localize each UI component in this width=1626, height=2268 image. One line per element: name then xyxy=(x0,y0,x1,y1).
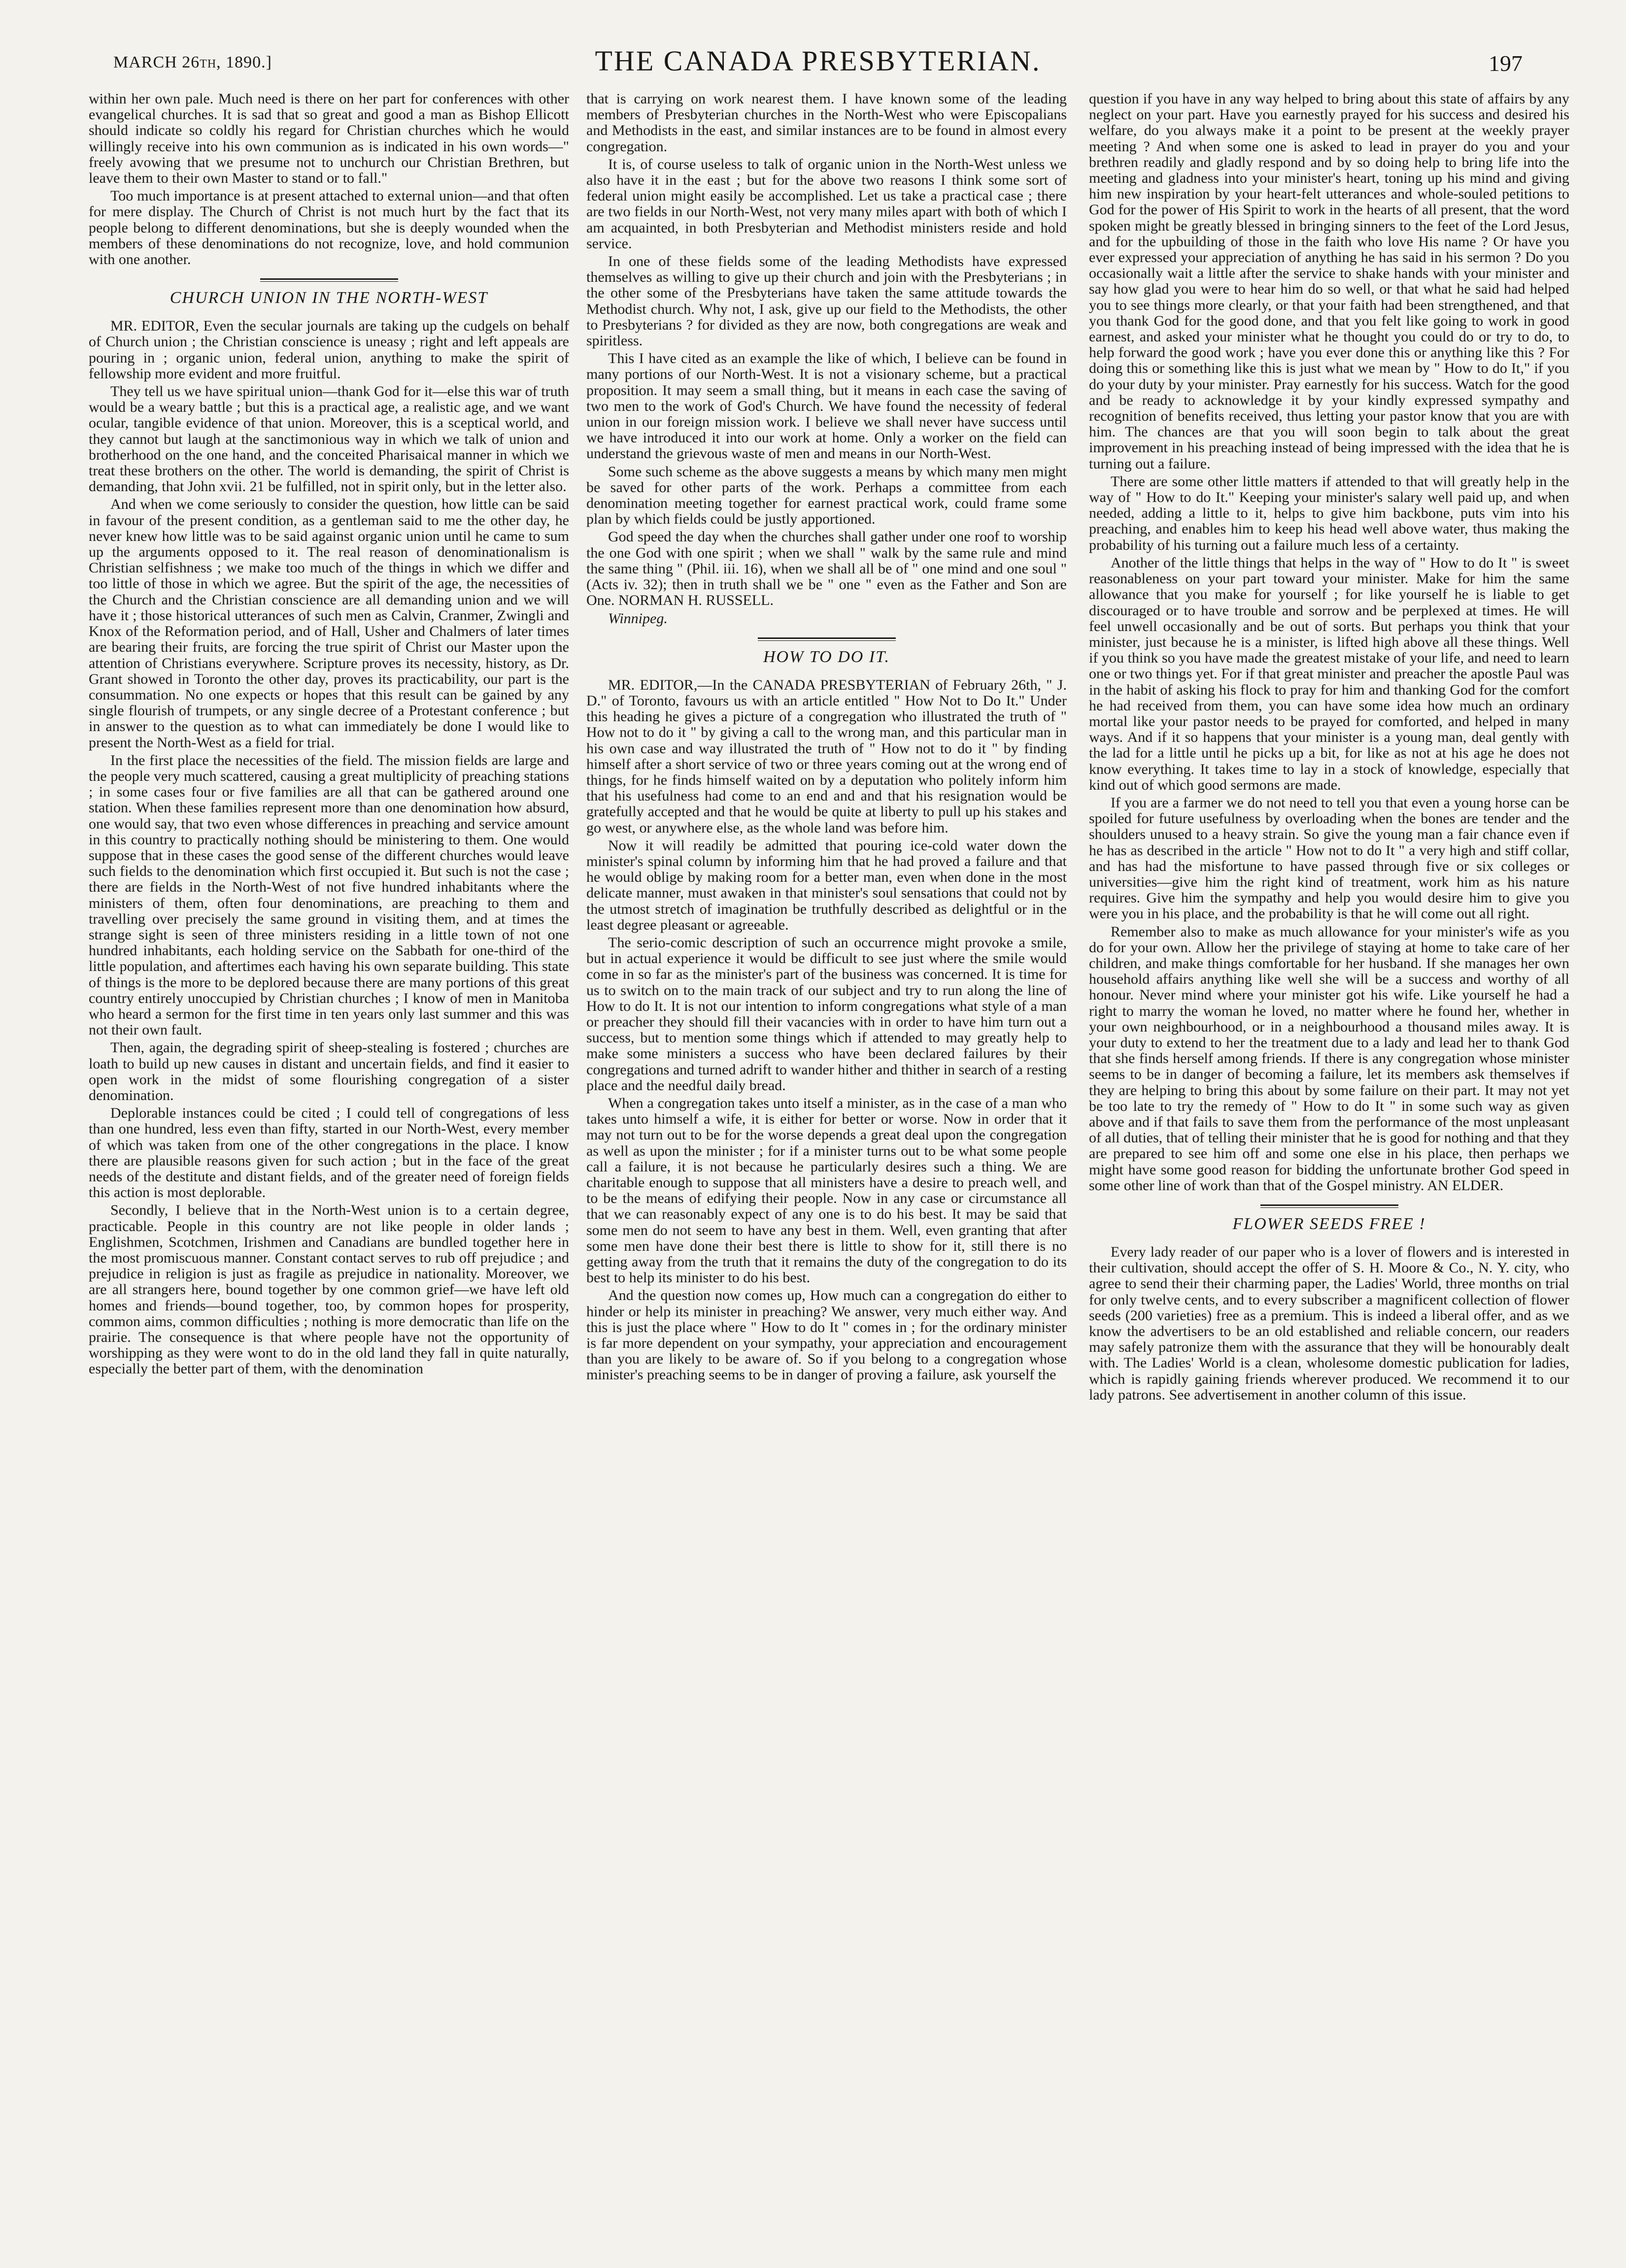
body-paragraph: Remember also to make as much allowance for your minister's wife as you do for your own. Allow her the privilege of staying at home to take care of her children, and make things comfortable for her husband. If she manages her own household affairs anything like well she will be a success and worthy of all honour. Never mind where your minister got his wife. Like yourself he had a right to marry the woman he loved, no matter where he found her, whether in your own neighbourhood, or in a neighbourhood a thousand miles away. It is your duty to extend to her the treatment due to a lady and lead her to thank God that she finds herself among friends. If there is any congregation whose minister seems to be in danger of becoming a failure, let its members ask themselves if they are helping to bring this about by some failure on their part. It may not yet be too late to try the remedy of " How to do It " in some such way as given above and if that fails to save them from the performance of the most unpleasant of all duties, that of telling their minister that he is good for nothing and that they are prepared to see him off and some one else in his place, then perhaps we might have some good reason for bidding the unfortunate brother God speed in some other line of work than that of the Gospel ministry. AN ELDER. xyxy=(1089,923,1569,1194)
section-divider xyxy=(260,278,398,282)
body-paragraph: There are some other little matters if attended to that will greatly help in the way of " How to do It." Keeping your minister's salary well paid up, and when needed, adding a little to it, helps to give him backbone, puts vim into his preaching, and enables him to keep his head well above water, thus making the probability of his turning out a failure much less of a certainty. xyxy=(1089,473,1569,553)
column-1 xyxy=(89,91,569,2239)
body-paragraph: God speed the day when the churches shall gather under one roof to worship the one God with one spirit ; when we shall " walk by the same rule and mind the same thing " (Phil. iii. 16), when we shall all be of " one mind and one soul " (Acts iv. 32); then in truth shall we be " one " even as the Father and Son are One. NORMAN H. RUSSELL. xyxy=(586,529,1067,609)
body-paragraph: If you are a farmer we do not need to tell you that even a young horse can be spoiled for future usefulness by overloading when the bones are tender and the shoulders unused to a heavy strain. So give the young man a fair chance even if he has as described in the article " How not to do It " a very high and stiff collar, and has had the misfortune to have passed through five or six colleges or universities—give him the right kind of treatment, work him as his nature requires. Give him the sympathy and help you would desire him to give you were you in his place, and the probability is that he will come out all right. xyxy=(1089,794,1569,922)
body-paragraph: MR. EDITOR,—In the CANADA PRESBYTERIAN of February 26th, " J. D." of Toronto, favours us with an article entitled " How Not to Do It." Under this heading he gives a picture of a congregation who illustrated the truth of " How not to do it " by giving a call to the wrong man, and this particular man in his own case and way illustrated the truth of " How not to do it " by finding himself after a short service of two or three years coming out at the wrong end of things, for he finds himself waited on by a deputation who politely inform him that his usefulness had come to an end and and that his resignation would be gratefully accepted and that he would be quite at liberty to pull up his stakes and go west, or anywhere else, as the whole land was before him. xyxy=(586,676,1067,836)
issue-date: MARCH 26th, 1890.] xyxy=(113,53,272,71)
body-paragraph: It is, of course useless to talk of organic union in the North-West unless we also have it in the east ; but for the above two reasons I think some sort of federal union might easily be accomplished. Let us take a practical case ; there are two fields in our North-West, not very many miles apart with both of which I am acquainted, in both Presbyterian and Methodist ministers reside and hold service. xyxy=(586,156,1067,252)
article-heading: HOW TO DO IT. xyxy=(763,647,890,666)
body-paragraph: Secondly, I believe that in the North-West union is to a certain degree, practicable. People in this country are not like people in older lands ; Englishmen, Scotchmen, Irishmen and Canadians are bundled together here in the most promiscuous manner. Constant contact serves to rub off prejudice ; and prejudice in religion is just as fragile as prejudice in nationality. Moreover, we are all strangers here, bound together by one common grief—we have left old homes and friends—bound together, too, by common hopes for prosperity, common aims, common difficulties ; nothing is more democratic than life on the prairie. The consequence is that where people have not the opportunity of worshipping as they were wont to do in the old land they fall in quite naturally, especially the better part of them, with the denomination xyxy=(89,1202,569,1377)
section-divider xyxy=(758,637,896,641)
body-paragraph: They tell us we have spiritual union—thank God for it—else this war of truth would be a weary battle ; but this is a practical age, a realistic age, and we want ocular, tangible evidence of that union. Moreover, this is a sceptical world, and they cannot but laugh at the sanctimonious way in which we talk of union and brotherhood on the one hand, and the conceited Pharisaical manner in which we treat these brothers on the other. The world is demanding, the spirit of Christ is demanding, that John xvii. 21 be fulfilled, not in spirit only, but in the letter also. xyxy=(89,383,569,495)
body-paragraph: Too much importance is at present attached to external union—and that often for mere display. The Church of Christ is not much hurt by the fact that its people belong to different denominations, but she is deeply wounded when the members of these denominations do not recognize, love, and hold communion with one another. xyxy=(89,188,569,268)
column-3 xyxy=(1089,91,1569,2239)
dateline: Winnipeg. xyxy=(608,610,668,627)
body-paragraph: Then, again, the degrading spirit of sheep-stealing is fostered ; churches are loath to build up new causes in distant and uncertain fields, and find it easier to open work in the midst of some flourishing congregation of a sister denomination. xyxy=(89,1039,569,1103)
body-paragraph: And when we come seriously to consider the question, how little can be said in favour of the present condition, as a gentleman said to me the other day, he never knew how little was to be said against organic union until he came to sum up the arguments opposed to it. The real reason of denominationalism is Christian selfishness ; we make too much of the things in which we differ and too little of those in which we agree. But the spirit of the age, the necessities of the Church and the Christian conscience are all demanding union and we will have it ; those historical utterances of such men as Calvin, Cranmer, Zwingli and Knox of the Reformation period, and of Hall, Usher and Chalmers of later times are bearing their fruits, are forcing the true spirit of Christ our Master upon the attention of Christians everywhere. Scripture proves its necessity, history, as Dr. Grant showed in Toronto the other day, proves its practicability, our part is the consummation. No one expects or hopes that this result can be gained by any single flourish of trumpets, or any single decree of a Protestant conference ; but in answer to the question as to what can immediately be done I would like to present the North-West as a field for trial. xyxy=(89,496,569,751)
article-heading: CHURCH UNION IN THE NORTH-WEST xyxy=(169,289,488,307)
body-paragraph: Another of the little things that helps in the way of " How to do It " is sweet reasonableness on your part toward your minister. Make for him the same allowance that you make for yourself ; for like yourself he is liable to get discouraged or to have trouble and sorrow and be perplexed at times. He will feel unwell occasionally and be out of sorts. But perhaps you think that your minister, just because he is a minister, is lifted high above all these things. Well if you think so you have made the greatest mistake of your life, and need to learn one or two things yet. For if that great minister and preacher the apostle Paul was in the habit of asking his flock to pray for him and thanking God for the comfort he had received from them, you can have some idea how much an ordinary mortal like your pastor needs to be prayed for comforted, and helped in many ways. And if it so happens that your minister is a young man, deal gently with the lad for a little until he picks up a bit, for like as not at his age he does not know everything. It takes time to lay in a stock of knowledge, especially that kind out of which good sermons are made. xyxy=(1089,554,1569,793)
page-number: 197 xyxy=(1489,51,1523,76)
body-paragraph: And the question now comes up, How much can a congregation do either to hinder or help its minister in preaching? We answer, very much either way. And this is just the place where " How to do It " comes in ; for the ordinary minister is far more dependent on your sympathy, your appreciation and encouragement than you are likely to be aware of. So if you belong to a congregation whose minister's preaching seems to be in danger of proving a failure, ask yourself the xyxy=(586,1287,1067,1383)
page-header xyxy=(108,44,1527,79)
body-paragraph: Now it will readily be admitted that pouring ice-cold water down the minister's spinal column by informing him that he had proved a failure and that he would oblige by making room for a better man, even when done in the most delicate manner, must awaken in that minister's soul sensations that could not by the utmost stretch of imagination be truthfully described as delightful or in the least degree pleasant or agreeable. xyxy=(586,837,1067,933)
newspaper-title: THE CANADA PRESBYTERIAN. xyxy=(595,45,1041,77)
body-paragraph: Deplorable instances could be cited ; I could tell of congregations of less than one hundred, less even than fifty, started in our North-West, every member of which was taken from one of the other congregations in the place. I know there are plausible reasons given for such action ; but in the face of the great needs of the destitute and distant fields, and of the greater need of foreign fields this action is most deplorable. xyxy=(89,1105,569,1201)
body-paragraph: When a congregation takes unto itself a minister, as in the case of a man who takes unto himself a wife, it is either for better or worse. Now in order that it may not turn out to be for the worse depends a great deal upon the congregation as well as upon the minister ; for if a minister turns out to be what some people call a failure, it is not because he particularly desires such a thing. We are charitable enough to suppose that all ministers have a desire to preach well, and to be the means of edifying their people. Now in any case or circumstance all that we can reasonably expect of any one is to do his best. It may be said that some men do not seem to have any best in them. Well, even granting that after some men have done their best there is little to show for it, still there is no getting away from the truth that it remains the duty of the congregation to do its best to help its minister to do his best. xyxy=(586,1095,1067,1286)
body-paragraph: question if you have in any way helped to bring about this state of affairs by any neglect on your part. Have you earnestly prayed for his success and desired his welfare, do you always make it a point to be present at the weekly prayer meeting ? And when some one is asked to lead in prayer do you and your brethren readily and gladly respond and by so doing help to bring life into the meeting and gladness into your minister's heart, toning up his mind and giving him new inspiration by your heart-felt utterances and whole-souled petitions to God for the power of His Spirit to work in the hearts of all present, that the word spoken might be greatly blessed in bringing sinners to the feet of the Lord Jesus, and for the upbuilding of those in the faith who love His name ? Or have you ever expressed your appreciation of anything he has said in his sermon ? Do you occasionally wait a little after the service to shake hands with your minister and say how glad you were to hear him do so well, or that what he said had helped you to see things more clearly, or that your faith had been strengthened, and that you thank God for the good done, and that you felt like going to work in good earnest, and asked your minister what he thought you could do or try to do, to help forward the good work ; have you ever done this or anything like this ? For doing this or something like this is just what we mean by " How to do It," if you do your duty by your minister. Pray earnestly for his success. Watch for the good and be ready to acknowledge it by your kindly expressed sympathy and recognition of benefits received, thus letting your pastor know that you are with him. The chances are that you will soon begin to talk about the great improvement in his preaching instead of being impressed with the idea that he is turning out a failure. xyxy=(1089,91,1569,472)
body-paragraph: that is carrying on work nearest them. I have known some of the leading members of Presbyterian churches in the North-West who were Episcopalians and Methodists in the east, and similar instances are to be found in almost every congregation. xyxy=(586,91,1067,155)
body-paragraph: In the first place the necessities of the field. The mission fields are large and the people very much scattered, causing a great multiplicity of preaching stations ; in some cases four or five families are all that can be gathered around one station. When these families represent more than one denomination how absurd, one would say, that two even whose differences in preaching and service amount in this country to practically nothing should be ministering to them. One would suppose that in these cases the good sense of the different churches would leave such fields to the denomination which first occupied it. But such is not the case ; there are fields in the North-West of not five hundred inhabitants where the ministers of them, often four denominations, are preaching to them and travelling over precisely the same ground in visiting them, and at times the strange sight is seen of three ministers residing in a little town of not one hundred inhabitants, each holding service on the Sabbath for one-third of the little population, and aftertimes each having his own separate building. This state of things is the more to be deplored because there are many portions of this great country entirely unoccupied by Christian churches ; I know of men in Manitoba who heard a sermon for the first time in ten years only last summer and this was not their own fault. xyxy=(89,752,569,1038)
body-paragraph: Every lady reader of our paper who is a lover of flowers and is interested in their cultivation, should accept the offer of S. H. Moore & Co., N. Y. city, who agree to send their their charming paper, the Ladies' World, three months on trial for only twelve cents, and to every subscriber a magnificent collection of flower seeds (200 varieties) free as a premium. This is indeed a liberal offer, and as we know the advertisers to be an old established and reliable concern, our readers may safely patronize them with the assurance that they will be honourably dealt with. The Ladies' World is a clean, wholesome domestic publication for ladies, which is rapidly gaining friends wherever produced. We recommend it to our lady patrons. See advertisement in another column of this issue. xyxy=(1089,1244,1569,1403)
body-paragraph: This I have cited as an example the like of which, I believe can be found in many portions of our North-West. It is not a visionary scheme, but a practical proposition. It may seem a small thing, but it means in each case the saving of two men to the work of God's Church. We have found the necessity of federal union in our foreign mission work. I believe we shall never have success until we have introduced it into our work at home. Only a worker on the field can understand the grievous waste of men and means in our North-West. xyxy=(586,350,1067,462)
article-heading: FLOWER SEEDS FREE ! xyxy=(1232,1215,1426,1234)
body-paragraph: within her own pale. Much need is there on her part for conferences with other evangelical churches. It is sad that so great and good a man as Bishop Ellicott should indicate so coldly his regard for Christian churches which he would willingly receive into his own communion as is indicated in his own words—" freely avowing that we presume not to unchurch our Christian Brethren, but leave them to their own Master to stand or to fall." xyxy=(89,91,569,187)
body-paragraph: The serio-comic description of such an occurrence might provoke a smile, but in actual experience it would be difficult to see just where the smile would come in so far as the minister's part of the business was concerned. It is time for us to switch on to the main track of our subject and try to run along the line of How to do It. It is not our intention to inform congregations what style of a man or preacher they should fill their vacancies with in order to have him turn out a success, but to mention some things which if attended to may greatly help to make some ministers a success who have been declared failures by their congregations and turned adrift to wander hither and thither in search of a resting place and the needful daily bread. xyxy=(586,934,1067,1094)
body-paragraph: Some such scheme as the above suggests a means by which many men might be saved for other parts of the work. Perhaps a committee from each denomination meeting together for earnest practical work, could frame some plan by which fields could be justly apportioned. xyxy=(586,463,1067,528)
column-2 xyxy=(586,91,1067,2239)
body-paragraph: In one of these fields some of the leading Methodists have expressed themselves as willing to give up their church and join with the Presbyterians ; in the other some of the Presbyterians have taken the same attitude towards the Methodist church. Why not, I ask, give up our field to the Methodists, the other to Presbyterians ? for divided as they are now, both congregations are weak and spiritless. xyxy=(586,253,1067,349)
section-divider xyxy=(1260,1204,1398,1208)
body-paragraph: MR. EDITOR, Even the secular journals are taking up the cudgels on behalf of Church union ; the Christian conscience is uneasy ; right and left appeals are pouring in ; organic union, federal union, anything to make the spirit of fellowship more evident and more fruitful. xyxy=(89,318,569,382)
